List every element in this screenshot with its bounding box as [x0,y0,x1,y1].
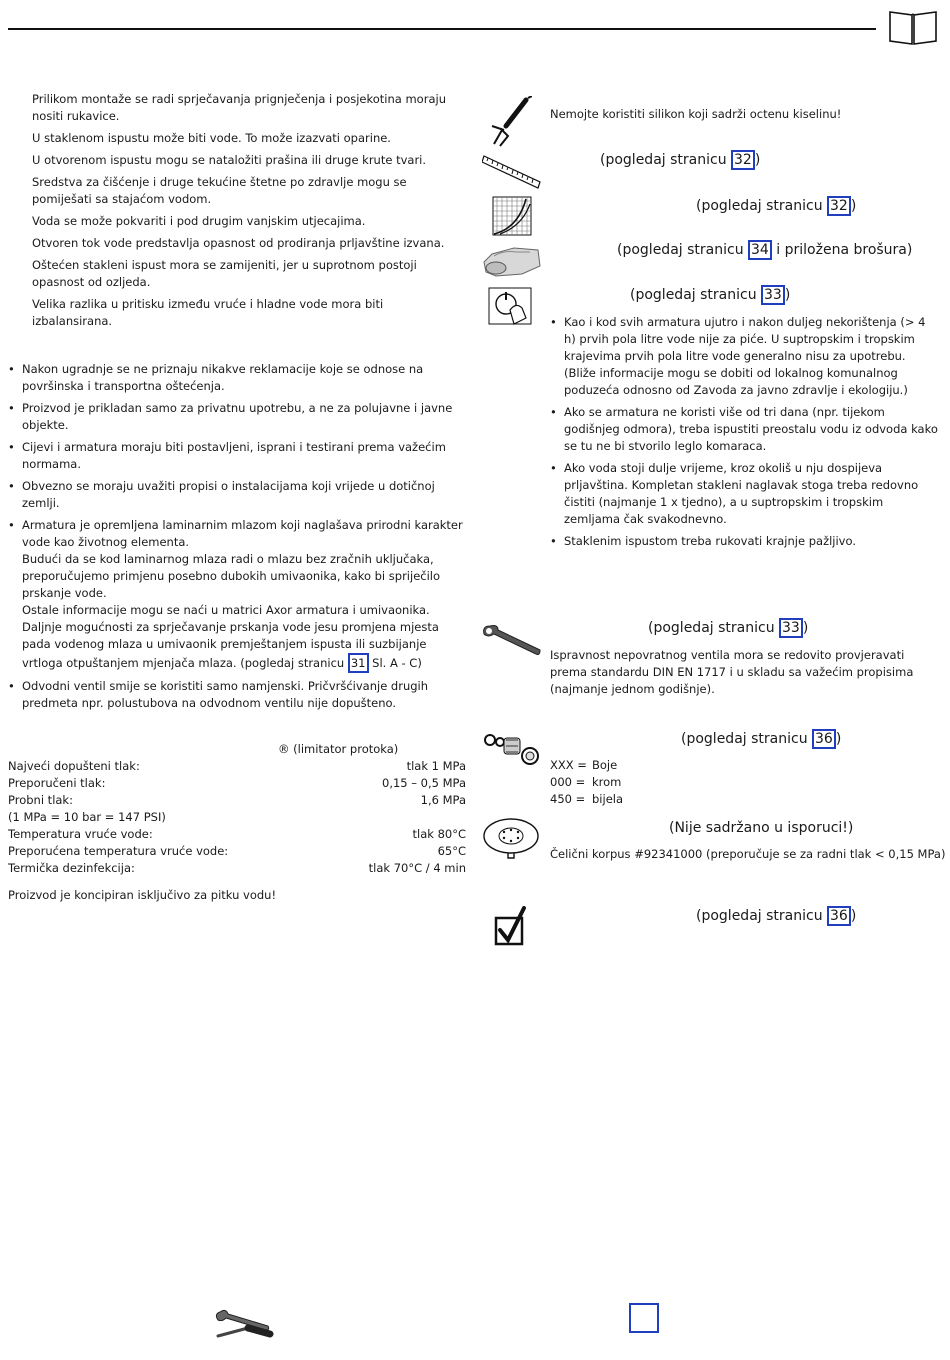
color-code: 450 = [550,792,586,806]
header-rule [8,28,876,30]
safety-note: Voda se može pokvariti i pod drugim vanjskim utjecajima. [32,214,366,228]
laminar-p1: • Armatura je opremljena laminarnim mlazom koji naglašava prirodni karakter vode kao životnog elementa. [22,518,463,549]
safety-note: Sredstva za čišćenje i druge tekućine štetne po zdravlje mogu se pomiješati sa stajaćom vodom. [32,175,407,206]
see-page-text: (pogledaj stranicu [617,242,744,258]
laminar-p2: Budući da se kod laminarnog mlaza radi o mlazu bez zračnih uključaka, preporučujemo primjenu posebno dubokih umivaonika, kako bi spriječilo prskanje vode. [22,552,441,600]
ref-line-2 [696,196,856,216]
spec-row [8,792,466,809]
spec-value: 1,6 MPa [420,793,466,807]
ruler-icon [482,152,542,190]
list-item: • Cijevi i armatura moraju biti postavljeni, isprani i testirani prema važećim normama. [8,439,464,473]
page-link-33[interactable]: 33 [779,618,803,638]
empty-square-icon [629,1303,659,1333]
list-item: • Nakon ugradnje se ne priznaju nikakve reklamacije koje se odnose na površinska i transportna oštećenja. [8,361,464,395]
spec-row [8,860,466,877]
hygiene-notes [550,314,940,555]
ref3-tail: i priložena brošura) [776,242,913,258]
safety-note: Prilikom montaže se radi sprječavanja prignječenja i posjekotina moraju nositi rukavice. [32,92,446,123]
silicone-note: Nemojte koristiti silikon koji sadrži octenu kiselinu! [550,107,842,121]
page-link-31[interactable]: 31 [348,653,369,673]
color-code-row [550,774,750,791]
laminar-p4-tail: Sl. A - C) [372,656,422,670]
silicone-gun-icon [488,96,532,148]
color-name: krom [592,775,622,789]
page-link-32[interactable]: 32 [827,196,851,216]
flow-graph-icon [492,196,532,236]
safety-note: Velika razlika u pritisku između vruće i hladne vode mora biti izbalansirana. [32,297,384,328]
color-code: XXX = [550,758,587,772]
spec-row [8,843,466,860]
steel-body-note: Čelični korpus #92341000 (preporučuje se za radni tlak < 0,15 MPa) [550,847,946,861]
spec-label: Najveći dopušteni tlak: [8,759,140,773]
tools-icon [214,1306,274,1346]
drinking-water-note: Proizvod je koncipiran isključivo za pitku vodu! [8,888,277,902]
ref-line-4 [630,285,790,305]
list-item: • Kao i kod svih armatura ujutro i nakon duljeg nekorištenja (> 4 h) prvih pola litre vode nije za piće. U suptropskim i tropskim krajevima prvih pola litre vode generalno nisu za upotrebu. (Bliže informacije mogu se dobiti od lokalnog komunalnog poduzeća odnosno od Zavoda za javno zdravlje i ekologiju.) [550,314,940,399]
close-paren: ) [784,287,791,303]
see-page-text: (pogledaj stranicu [681,731,808,747]
color-code: 000 = [550,775,586,789]
color-name: bijela [592,792,624,806]
valve-note: Ispravnost nepovratnog ventila mora se redovito provjeravati prema standardu DIN EN 1717 i u skladu sa važećim propisima (najmanje jednom godišnje). [550,648,914,696]
ref-line-5 [648,618,808,638]
list-item: • Ako se armatura ne koristi više od tri dana (npr. tijekom godišnjeg odmora), treba ispustiti preostalu vodu iz odvoda kako se tu ne bi stvorilo leglo komaraca. [550,404,940,455]
installation-notes [8,361,464,717]
spec-row [8,826,466,843]
spec-value: tlak 1 MPa [406,759,466,773]
list-item: • Staklenim ispustom treba rukovati krajnje pažljivo. [550,533,940,550]
see-page-text: (pogledaj stranicu [630,287,757,303]
spec-label: Temperatura vruće vode: [8,827,153,841]
not-included-note: (Nije sadržano u isporuci!) [669,820,854,836]
specs-header: ® (limitator protoka) [278,742,399,756]
spec-label: (1 MPa = 10 bar = 147 PSI) [8,810,166,824]
checkbox-check-icon [494,906,528,948]
page-link-33[interactable]: 33 [761,285,785,305]
page-link-32[interactable]: 32 [731,150,755,170]
color-code-row [550,791,750,808]
ref-line-1 [600,150,760,170]
color-codes [550,757,750,808]
spec-label: Termička dezinfekcija: [8,861,135,875]
color-name: Boje [592,758,618,772]
close-paren: ) [802,620,809,636]
spec-row [8,758,466,775]
list-item: • Obvezno se moraju uvažiti propisi o instalacijama koji vrijede u dotičnoj zemlji. [8,478,464,512]
ref-line-6 [681,729,841,749]
hand-operating-icon [486,284,536,326]
page-link-36[interactable]: 36 [812,729,836,749]
list-item: • Odvodni ventil smije se koristiti samo namjenski. Pričvršćivanje drugih predmeta npr. polustubova na odvodnom ventilu nije dopušteno. [8,678,464,712]
page-link-34[interactable]: 34 [748,240,772,260]
book-icon [888,8,938,46]
see-page-text: (pogledaj stranicu [696,908,823,924]
page-link-36[interactable]: 36 [827,906,851,926]
laminar-p4 [22,619,464,673]
close-paren: ) [835,731,842,747]
spec-row [8,809,466,826]
spec-label: Preporućena temperatura vruće vode: [8,844,229,858]
list-item: • Ako voda stoji dulje vrijeme, kroz okoliš u nju dospijeva prljavština. Kompletan stakleni naglavak stoga treba redovno čistiti (najmanje 1 x tjedno), a u suptropskim i tropskim zemljama čak svakodnevno. [550,460,940,528]
spare-parts-icon [482,728,540,768]
spec-row [8,775,466,792]
see-page-text: (pogledaj stranicu [696,198,823,214]
safety-notes [32,91,462,335]
close-paren: ) [850,908,857,924]
safety-note: U otvorenom ispustu mogu se nataložiti prašina ili druge krute tvari. [32,153,427,167]
ref-line-7 [696,906,856,926]
close-paren: ) [754,152,761,168]
cleaning-hand-icon [482,240,542,278]
wrench-icon [480,620,542,658]
safety-note: Oštećen stakleni ispust mora se zamijeniti, jer u suprotnom postoji opasnost od ozljeda. [32,258,417,289]
list-item: • Proizvod je prikladan samo za privatnu upotrebu, a ne za polujavne i javne objekte. [8,400,464,434]
laminar-p4-text: Daljnje mogućnosti za sprječavanje prskanja vode jesu promjena mjesta pada vodenog mlaza u umivaonik premještanjem ispusta ili suzbijanje vrtloga otpuštanjem mjenjača mlaza. (pogledaj stranicu [22,620,439,670]
spec-label: Probni tlak: [8,793,73,807]
see-page-text: (pogledaj stranicu [648,620,775,636]
spec-label: Preporučeni tlak: [8,776,106,790]
close-paren: ) [850,198,857,214]
laminar-p3: Ostale informacije mogu se naći u matrici Axor armatura i umivaonika. [22,603,430,617]
spec-value: tlak 80°C [412,827,466,841]
color-code-row [550,757,750,774]
list-item-laminar [8,517,464,673]
strainer-icon [482,816,540,860]
spec-value: tlak 70°C / 4 min [368,861,466,875]
safety-note: U staklenom ispustu može biti vode. To može izazvati oparine. [32,131,391,145]
ref-line-3 [617,240,912,260]
specs-table [8,758,466,877]
safety-note: Otvoren tok vode predstavlja opasnost od prodiranja prljavštine izvana. [32,236,445,250]
see-page-text: (pogledaj stranicu [600,152,727,168]
spec-value: 65°C [437,844,466,858]
spec-value: 0,15 – 0,5 MPa [382,776,466,790]
